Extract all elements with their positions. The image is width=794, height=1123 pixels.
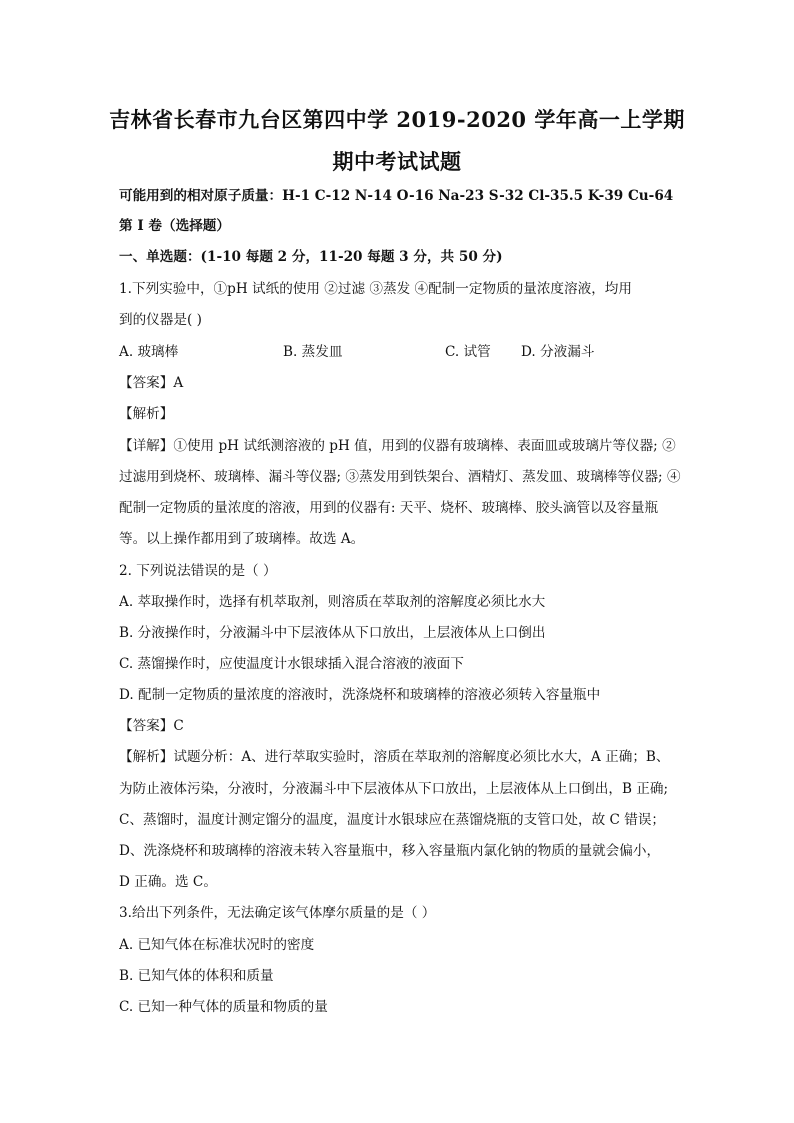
q2-answer: 【答案】C <box>119 718 184 734</box>
q1-analysis-label: 【解析】 <box>119 406 174 422</box>
q1-detail-line2: 过滤用到烧杯、玻璃棒、漏斗等仪器; ③蒸发用到铁架台、酒精灯、蒸发皿、玻璃棒等仪器; ④ <box>119 469 681 485</box>
q3-option-c: C. 已知一种气体的质量和物质的量 <box>119 999 328 1015</box>
q1-option-c: C. 试管 <box>445 344 491 360</box>
q3-option-b: B. 已知气体的体积和质量 <box>119 968 274 984</box>
q2-option-b: B. 分液操作时，分液漏斗中下层液体从下口放出，上层液体从上口倒出 <box>119 625 546 641</box>
q2-analysis-line1: 【解析】试题分析：A、进行萃取实验时，溶质在萃取剂的溶解度必须比水大，A 正确；B、 <box>119 749 670 765</box>
q2-stem: 2. 下列说法错误的是（ ） <box>119 563 277 579</box>
q1-option-d: D. 分液漏斗 <box>521 344 595 360</box>
q2-analysis-line3: C、蒸馏时，温度计测定馏分的温度，温度计水银球应在蒸馏烧瓶的支管口处，故 C 错误； <box>119 812 666 828</box>
q1-option-b: B. 蒸发皿 <box>283 344 343 360</box>
q2-option-d: D. 配制一定物质的量浓度的溶液时，洗涤烧杯和玻璃棒的溶液必须转入容量瓶中 <box>119 687 601 703</box>
document-title-line2: 期中考试试题 <box>332 149 462 174</box>
q1-stem-line1: 1.下列实验中，①pH 试纸的使用 ②过滤 ③蒸发 ④配制一定物质的量浓度溶液，均用 <box>119 281 632 297</box>
q2-analysis-line4: D、洗涤烧杯和玻璃棒的溶液未转入容量瓶中，移入容量瓶内氯化钠的物质的量就会偏小， <box>119 843 661 859</box>
q3-option-a: A. 已知气体在标准状况时的密度 <box>119 937 315 953</box>
q1-detail-line3: 配制一定物质的量浓度的溶液，用到的仪器有: 天平、烧杯、玻璃棒、胶头滴管以及容量瓶 <box>119 500 659 516</box>
q3-stem: 3.给出下列条件，无法确定该气体摩尔质量的是（ ） <box>119 905 436 921</box>
document-title-line1: 吉林省长春市九台区第四中学 2019-2020 学年高一上学期 <box>109 107 685 132</box>
part-heading: 一、单选题：(1-10 每题 2 分，11-20 每题 3 分，共 50 分) <box>119 249 503 265</box>
q1-option-a: A. 玻璃棒 <box>119 344 179 360</box>
q2-option-c: C. 蒸馏操作时，应使温度计水银球插入混合溶液的液面下 <box>119 656 464 672</box>
q1-detail-line4: 等。以上操作都用到了玻璃棒。故选 A。 <box>119 531 365 547</box>
section-heading: 第 I 卷（选择题） <box>119 218 230 234</box>
q1-answer: 【答案】A <box>119 375 184 391</box>
q2-analysis-line5: D 正确。选 C。 <box>119 874 217 890</box>
q2-analysis-line2: 为防止液体污染，分液时，分液漏斗中下层液体从下口放出，上层液体从上口倒出，B 正确; <box>119 781 669 797</box>
q2-option-a: A. 萃取操作时，选择有机萃取剂，则溶质在萃取剂的溶解度必须比水大 <box>119 594 546 610</box>
q1-detail-line1: 【详解】①使用 pH 试纸测溶液的 pH 值，用到的仪器有玻璃棒、表面皿或玻璃片等仪器; ② <box>119 438 676 454</box>
atomic-mass-line: 可能用到的相对原子质量：H-1 C-12 N-14 O-16 Na-23 S-32 Cl-35.5 K-39 Cu-64 <box>119 188 674 204</box>
q1-stem-line2: 到的仪器是( ) <box>119 312 202 328</box>
